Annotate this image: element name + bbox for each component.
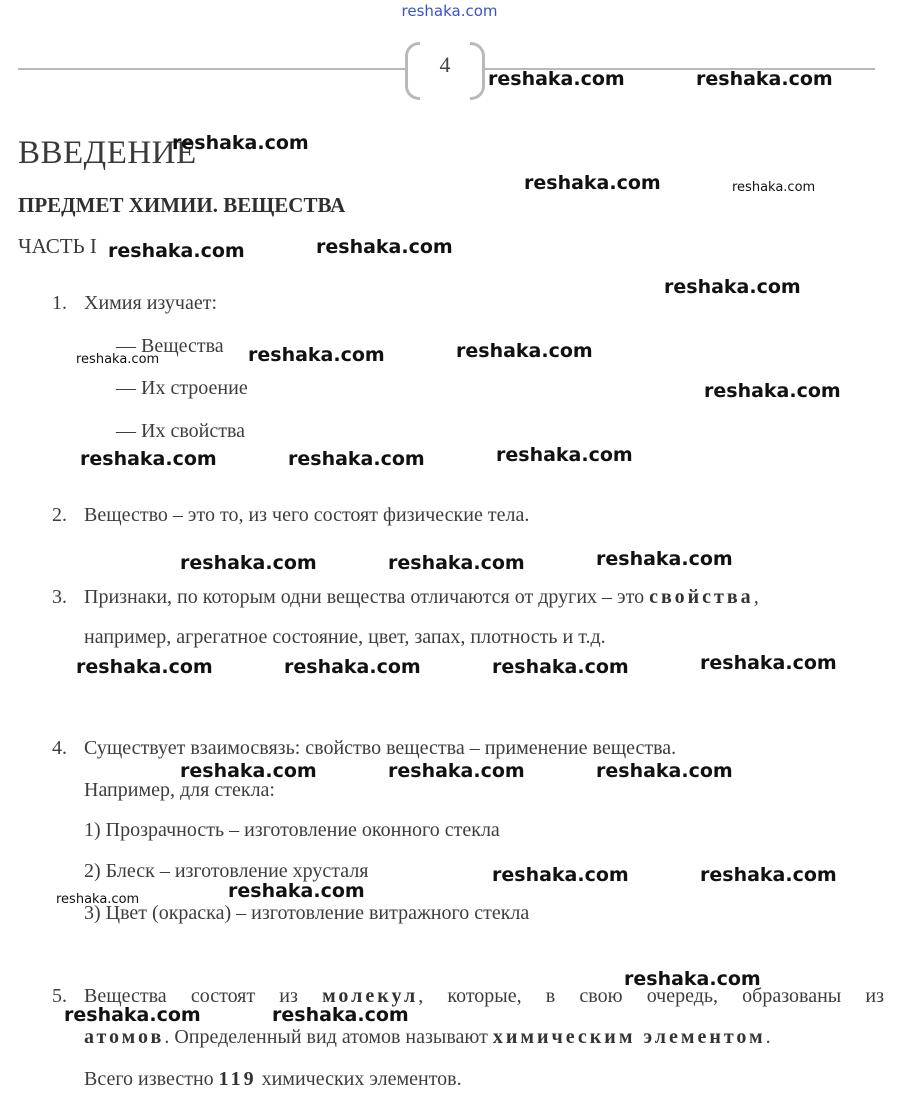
item-1-sub-2: — Их строение [116,377,248,399]
item-5-text-a: Вещества состоят из [84,985,323,1007]
item-1-sub-1: — Вещества [116,335,224,357]
watermark: reshaka.com [624,968,761,990]
watermark: reshaka.com [700,864,837,886]
page-number: 4 [439,52,451,77]
bracket-right [470,42,485,100]
header-site-link[interactable]: reshaka.com [401,2,498,20]
item-1-number: 1. [52,292,67,314]
item-3-text [84,586,759,609]
watermark: reshaka.com [704,380,841,402]
watermark: reshaka.com [76,352,160,367]
watermark: reshaka.com [76,656,213,678]
watermark: reshaka.com [696,68,833,90]
item-3-number: 3. [52,586,67,608]
item-5-line-3-a: Всего известно [84,1068,219,1090]
watermark: reshaka.com [700,652,837,674]
item-4-sub-1: 1) Прозрачность – изготовление оконного стекла [84,819,500,841]
item-4-text: Существует взаимосвязь: свойство вещества – применение вещества. [84,737,677,759]
watermark: reshaka.com [108,240,245,262]
item-5-bold-atoms: атомов [84,1026,165,1048]
item-3-text-a: Признаки, по которым одни вещества отличаются от других – это [84,586,650,608]
watermark: reshaka.com [284,656,421,678]
watermark: reshaka.com [80,448,217,470]
watermark: reshaka.com [248,344,385,366]
item-4-number: 4. [52,737,67,759]
page-title: ВВЕДЕНИЕ [18,135,197,171]
item-5-text-c: . Определенный вид атомов называют [164,1026,493,1048]
item-5-bold-element: химическим элементом [492,1026,766,1048]
section-subtitle: ПРЕДМЕТ ХИМИИ. ВЕЩЕСТВА [18,193,346,217]
item-4-line-2: Например, для стекла: [84,779,275,801]
item-5-number: 5. [52,985,67,1007]
watermark: reshaka.com [456,340,593,362]
watermark: reshaka.com [180,552,317,574]
watermark: reshaka.com [732,180,816,195]
watermark: reshaka.com [492,656,629,678]
item-5-text-d: . [765,1026,771,1048]
watermark: reshaka.com [664,276,801,298]
watermark: reshaka.com [492,864,629,886]
item-1-sub-3: — Их свойства [116,420,246,442]
item-5-line-2 [84,1026,771,1049]
item-5-bold-count: 119 [218,1068,257,1090]
header-rule-left [18,68,408,70]
watermark: reshaka.com [316,236,453,258]
page-number-box [405,42,485,97]
watermark: reshaka.com [388,760,525,782]
watermark: reshaka.com [64,1004,201,1026]
watermark: reshaka.com [228,880,365,902]
watermark: reshaka.com [488,68,625,90]
watermark: reshaka.com [288,448,425,470]
item-5-line-3 [84,1068,462,1091]
item-4-sub-3: 3) Цвет (окраска) – изготовление витражного стекла [84,902,530,924]
watermark: reshaka.com [180,760,317,782]
watermark: reshaka.com [56,892,140,907]
item-5-text-b: , которые, в свою очередь, образованы из [418,985,884,1007]
watermark: reshaka.com [388,552,525,574]
watermark: reshaka.com [172,132,309,154]
item-3-text-b: , [753,586,759,608]
watermark: reshaka.com [496,444,633,466]
item-1-text: Химия изучает: [84,292,217,314]
watermark: reshaka.com [272,1004,409,1026]
item-3-line-2: например, агрегатное состояние, цвет, запах, плотность и т.д. [84,626,606,648]
item-5-line-1 [84,985,884,1008]
item-4-sub-2: 2) Блеск – изготовление хрусталя [84,860,369,882]
item-5-line-3-b: химических элементов. [256,1068,462,1090]
watermark: reshaka.com [596,760,733,782]
item-5-bold-molecules: молекул [322,985,419,1007]
item-2-number: 2. [52,504,67,526]
part-label: ЧАСТЬ I [18,234,97,258]
watermark: reshaka.com [596,548,733,570]
item-2-text: Вещество – это то, из чего состоят физические тела. [84,504,530,526]
watermark: reshaka.com [524,172,661,194]
item-3-bold: свойства [649,586,754,608]
